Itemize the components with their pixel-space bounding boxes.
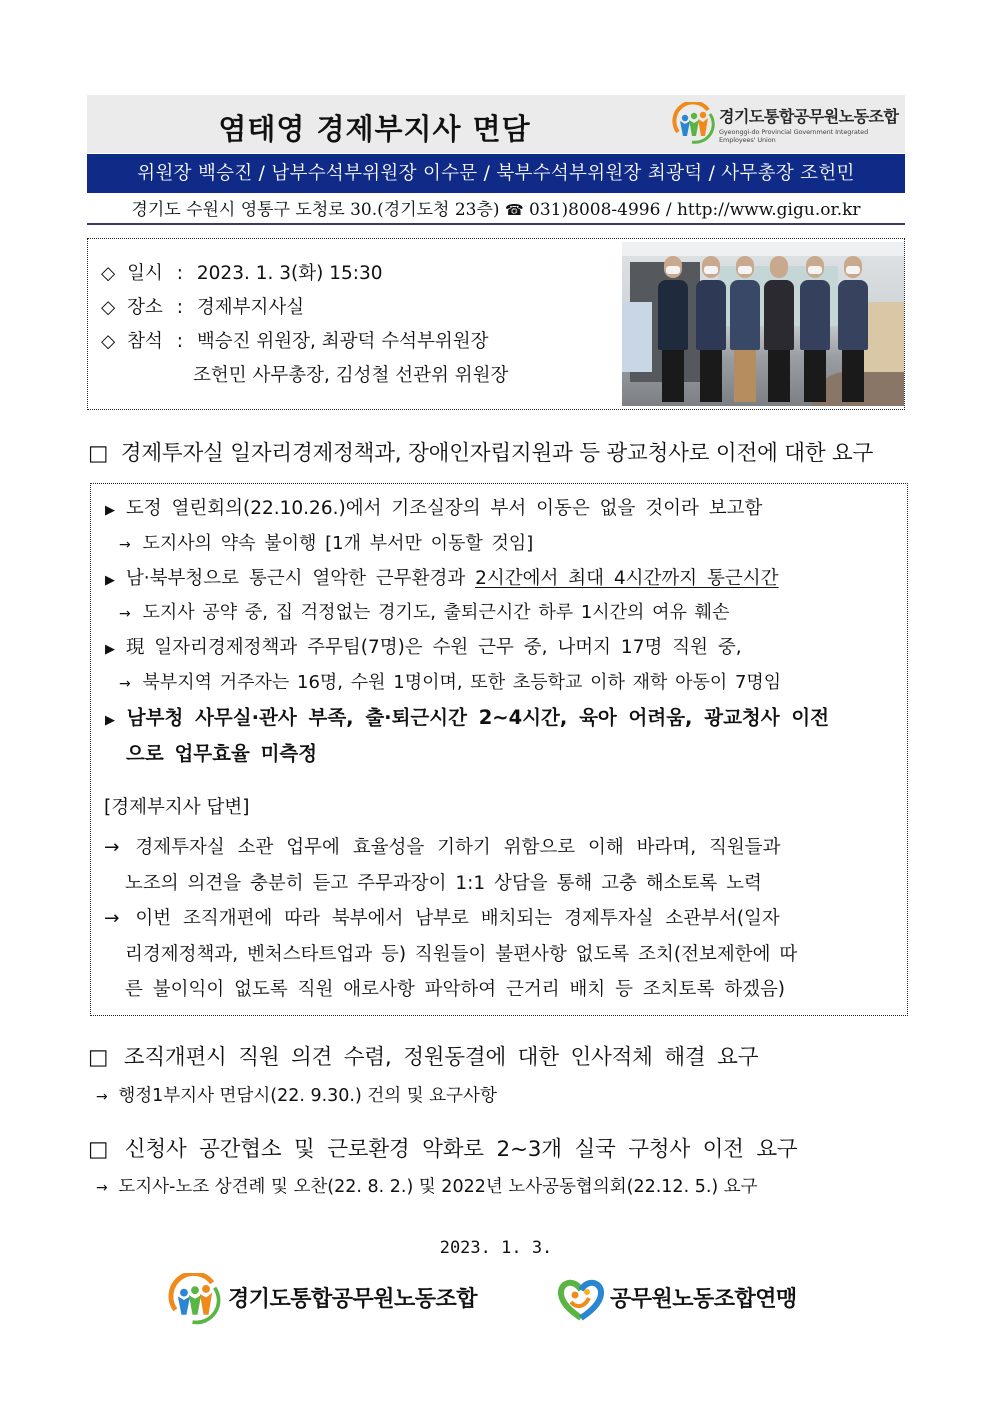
point-4-text-cont: 으로 업무효율 미측정 xyxy=(126,742,318,765)
answer-label: [경제부지사 답변] xyxy=(104,797,250,818)
answer-1-line-1: 경제투자실 소관 업무에 효율성을 기하기 위함으로 이해 바라며, 직원들과 xyxy=(135,837,781,858)
section-1-heading xyxy=(88,441,873,467)
section-1-heading-text: 경제투자실 일자리경제정책과, 장애인자립지원과 등 광교청사로 이전에 대한 요구 xyxy=(120,441,874,466)
colon: : xyxy=(176,297,183,318)
contact-line xyxy=(87,197,905,225)
checkbox-square-icon: □ xyxy=(88,441,109,466)
point-1-text: 도정 열린회의(22.10.26.)에서 기조실장의 부서 이동은 없을 것이라 보고함 xyxy=(125,498,763,519)
arrow-icon: → xyxy=(104,908,120,929)
section-3-sub xyxy=(96,1176,758,1199)
point-2 xyxy=(105,567,779,593)
answer-2-line-1: 이번 조직개편에 따라 북부에서 남부로 배치되는 경제투자실 소관부서(일자 xyxy=(135,908,780,929)
meeting-place-label: 장소 xyxy=(127,297,163,318)
phone-number: 031)8008-4996 xyxy=(529,200,661,220)
page-title: 염태영 경제부지사 면담 xyxy=(218,112,531,146)
meeting-attendees-label: 참석 xyxy=(127,331,163,352)
person-figure xyxy=(838,256,868,402)
point-3-note xyxy=(119,671,781,696)
point-1 xyxy=(105,497,762,523)
union-logo-icon xyxy=(168,1273,222,1327)
meeting-attendees-row xyxy=(101,331,488,353)
document-date: 2023. 1. 3. xyxy=(439,1238,553,1258)
arrow-icon: → xyxy=(119,676,131,692)
answer-2-line-2: 리경제정책과, 벤처스타트업과 등) 직원들이 불편사항 없도록 조치(전보제한에 따 xyxy=(125,944,798,965)
section-3-heading-text: 신청사 공간협소 및 근로환경 악화로 2~3개 실국 구청사 이전 요구 xyxy=(124,1137,798,1162)
colon: : xyxy=(176,331,183,352)
point-1-note-text: 도지사의 약속 불이행 [1개 부서만 이동할 것임] xyxy=(142,533,534,554)
arrow-icon: → xyxy=(119,606,131,622)
point-2-note xyxy=(119,601,729,626)
document-header xyxy=(87,95,905,153)
officers-band: 위원장 백승진 / 남부수석부위원장 이수문 / 북부수석부위원장 최광덕 / 사무총장 조헌민 xyxy=(87,154,905,193)
meeting-attendees-value-cont: 조헌민 사무총장, 김성철 선관위 위원장 xyxy=(193,365,509,386)
section-1-detail-box xyxy=(90,483,908,1016)
meeting-attendees-value: 백승진 위원장, 최광덕 수석부위원장 xyxy=(196,331,489,352)
union-logo-icon xyxy=(672,102,716,146)
union-logo-name-en: Gyeonggi-do Provincial Government Integrated Employees' Union xyxy=(719,128,869,144)
triangle-bullet-icon: ▶ xyxy=(105,573,115,588)
point-2-text-underlined: 2시간에서 최대 4시간까지 통근시간 xyxy=(475,568,779,589)
section-3-sub-text: 도지사-노조 상견례 및 오찬(22. 8. 2.) 및 2022년 노사공동협의회(22.12. 5.) 요구 xyxy=(118,1177,758,1197)
point-4-text: 남부청 사무실·관사 부족, 출·퇴근시간 2~4시간, 육아 어려움, 광교청사 이전 xyxy=(126,706,830,729)
section-2-heading xyxy=(88,1045,758,1071)
phone-icon: ☎ xyxy=(504,201,524,219)
answer-1 xyxy=(104,836,780,860)
meeting-date-row xyxy=(101,263,383,285)
point-3-note-text: 북부지역 거주자는 16명, 수원 1명이며, 또한 초등학교 이하 재학 아동이 7명임 xyxy=(142,672,782,693)
point-3-text: 現 일자리경제정책과 주무팀(7명)은 수원 근무 중, 나머지 17명 직원 중, xyxy=(125,637,742,658)
meeting-photo xyxy=(622,242,904,406)
answer-2 xyxy=(104,907,780,931)
section-2-sub-text: 행정1부지사 면담시(22. 9.30.) 건의 및 요구사항 xyxy=(118,1086,497,1106)
checkbox-square-icon: □ xyxy=(88,1137,109,1162)
diamond-bullet-icon: ◇ xyxy=(101,331,116,352)
arrow-icon: → xyxy=(119,537,131,553)
website-link[interactable]: http://www.gigu.or.kr xyxy=(676,200,861,220)
meeting-date-value: 2023. 1. 3(화) 15:30 xyxy=(196,263,383,284)
arrow-icon: → xyxy=(96,1089,108,1105)
meeting-place-row xyxy=(101,297,304,319)
meeting-info-box xyxy=(87,238,905,410)
person-figure xyxy=(800,256,830,402)
answer-2-line-3: 른 불이익이 없도록 직원 애로사항 파악하여 근거리 배치 등 조치토록 하겠음) xyxy=(125,979,786,1000)
point-3 xyxy=(105,636,742,662)
footer-org-2-name: 공무원노동조합연맹 xyxy=(610,1287,797,1312)
colon: : xyxy=(176,263,183,284)
point-2-text: 남·북부청으로 통근시 열악한 근무환경과 xyxy=(125,568,476,589)
section-3-heading xyxy=(88,1137,797,1163)
triangle-bullet-icon: ▶ xyxy=(105,642,115,657)
address-text: 경기도 수원시 영통구 도청로 30.(경기도청 23층) xyxy=(131,200,500,220)
person-figure xyxy=(730,256,760,402)
person-figure xyxy=(764,256,794,402)
checkbox-square-icon: □ xyxy=(88,1045,109,1070)
point-1-note xyxy=(119,532,533,557)
meeting-place-value: 경제부지사실 xyxy=(196,297,305,318)
diamond-bullet-icon: ◇ xyxy=(101,297,116,318)
point-4 xyxy=(105,706,829,733)
diamond-bullet-icon: ◇ xyxy=(101,263,116,284)
person-figure xyxy=(658,256,688,402)
union-logo xyxy=(672,100,902,148)
meeting-date-label: 일시 xyxy=(127,263,163,284)
triangle-bullet-icon: ▶ xyxy=(105,503,115,518)
section-2-heading-text: 조직개편시 직원 의견 수렴, 정원동결에 대한 인사적체 해결 요구 xyxy=(123,1045,759,1070)
arrow-icon: → xyxy=(104,837,120,858)
point-2-note-text: 도지사 공약 중, 집 걱정없는 경기도, 출퇴근시간 하루 1시간의 여유 훼손 xyxy=(142,602,730,623)
section-2-sub xyxy=(96,1085,497,1108)
footer-org-1-name: 경기도통합공무원노동조합 xyxy=(228,1287,478,1312)
federation-logo-icon xyxy=(558,1278,604,1322)
union-logo-name-ko: 경기도통합공무원노동조합 xyxy=(719,107,899,126)
triangle-bullet-icon: ▶ xyxy=(105,713,115,728)
person-figure xyxy=(696,256,726,402)
answer-1-line-2: 노조의 의견을 충분히 듣고 주무과장이 1:1 상담을 통해 고충 해소토록 노력 xyxy=(125,873,762,894)
arrow-icon: → xyxy=(96,1180,108,1196)
separator: / xyxy=(665,200,672,220)
